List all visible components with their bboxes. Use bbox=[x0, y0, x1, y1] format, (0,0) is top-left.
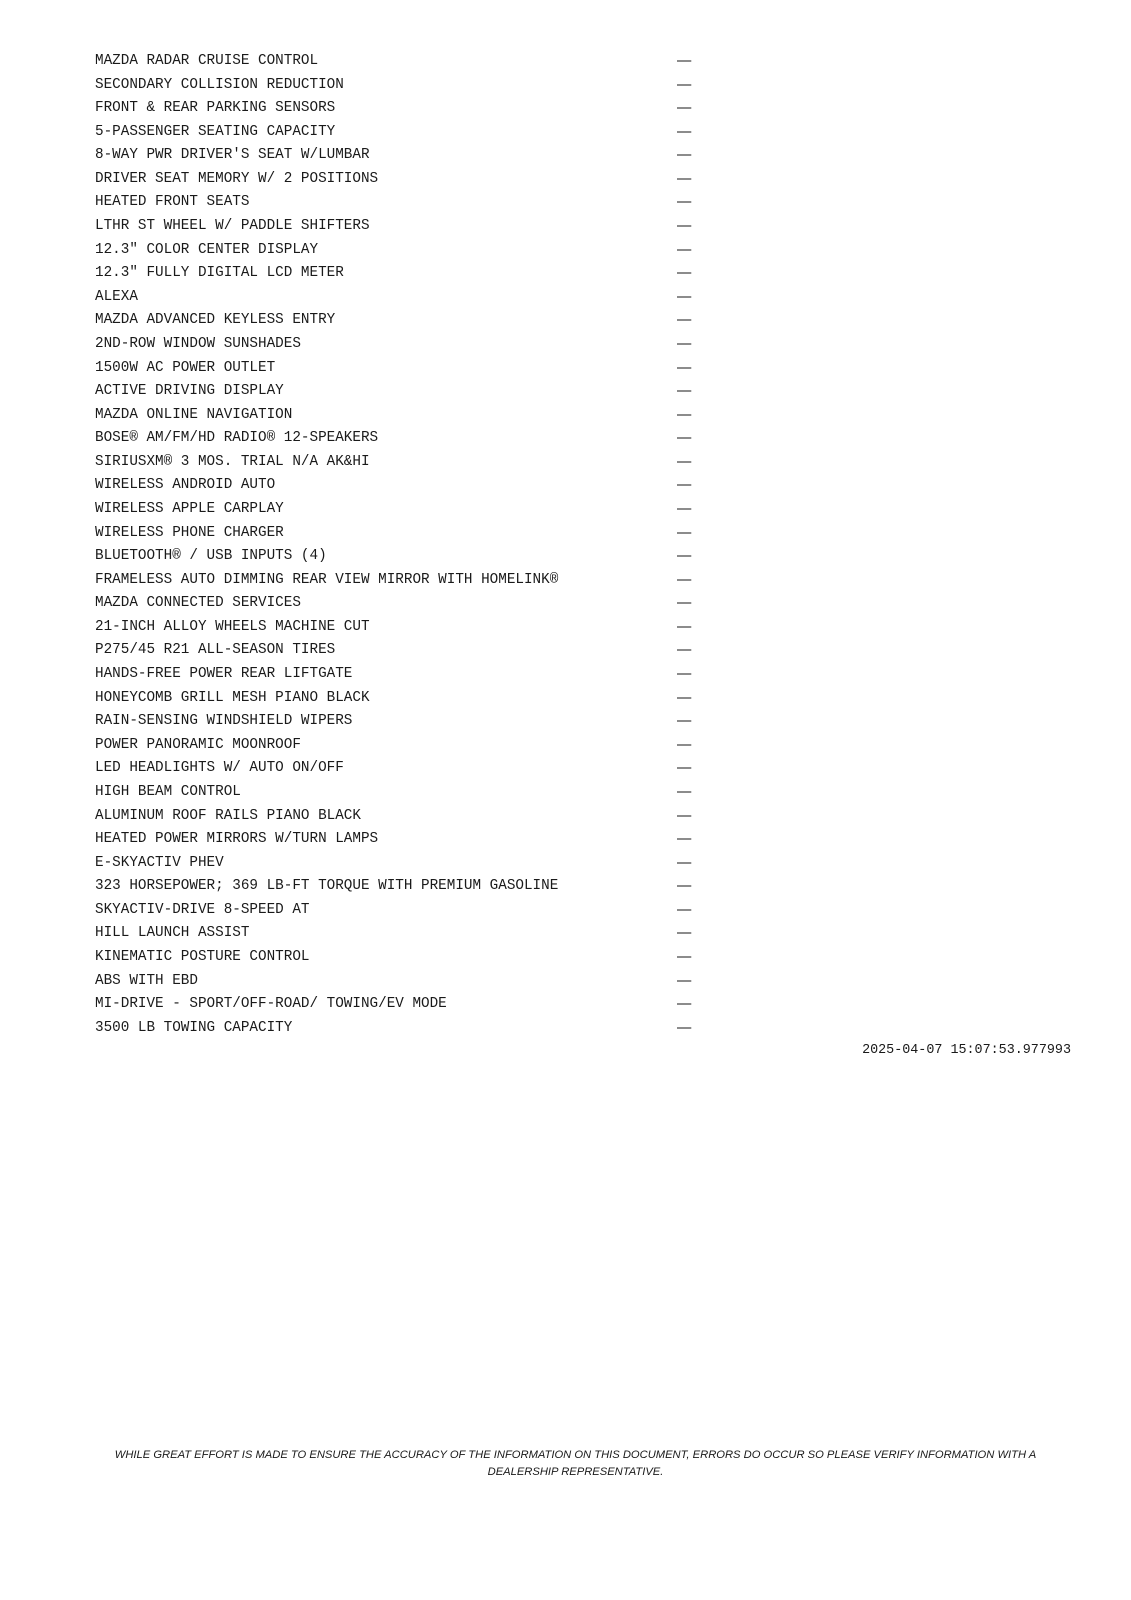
feature-row bbox=[95, 97, 695, 121]
feature-row bbox=[95, 427, 695, 451]
feature-name: WIRELESS APPLE CARPLAY bbox=[95, 500, 284, 517]
feature-value: — bbox=[677, 430, 692, 447]
feature-value: — bbox=[677, 948, 692, 965]
feature-name: 3500 LB TOWING CAPACITY bbox=[95, 1019, 293, 1036]
feature-value: — bbox=[677, 170, 692, 187]
feature-row bbox=[95, 286, 695, 310]
feature-name: POWER PANORAMIC MOONROOF bbox=[95, 736, 301, 753]
feature-row bbox=[95, 852, 695, 876]
feature-name: 323 HORSEPOWER; 369 LB-FT TORQUE WITH PREMIUM GASOLINE bbox=[95, 878, 559, 895]
feature-value: — bbox=[677, 878, 692, 895]
feature-value: — bbox=[677, 76, 692, 93]
feature-value: — bbox=[677, 996, 692, 1013]
feature-row bbox=[95, 309, 695, 333]
feature-value: — bbox=[677, 335, 692, 352]
feature-name: ABS WITH EBD bbox=[95, 972, 198, 989]
feature-row bbox=[95, 121, 695, 145]
feature-name: 2ND-ROW WINDOW SUNSHADES bbox=[95, 335, 301, 352]
feature-name: MAZDA RADAR CRUISE CONTROL bbox=[95, 53, 319, 69]
feature-value: — bbox=[677, 1019, 692, 1036]
feature-row bbox=[95, 569, 695, 593]
feature-value: — bbox=[677, 500, 692, 517]
feature-value: — bbox=[677, 571, 692, 588]
feature-name: 8-WAY PWR DRIVER'S SEAT W/LUMBAR bbox=[95, 147, 370, 164]
feature-value: — bbox=[677, 713, 692, 730]
feature-name: BOSE® AM/FM/HD RADIO® 12-SPEAKERS bbox=[95, 430, 379, 447]
feature-row bbox=[95, 710, 695, 734]
feature-row bbox=[95, 74, 695, 98]
feature-row bbox=[95, 262, 695, 286]
feature-row bbox=[95, 734, 695, 758]
feature-value: — bbox=[677, 288, 692, 305]
feature-name: E-SKYACTIV PHEV bbox=[95, 854, 224, 871]
feature-name: HIGH BEAM CONTROL bbox=[95, 783, 241, 800]
feature-value: — bbox=[677, 618, 692, 635]
feature-name: 1500W AC POWER OUTLET bbox=[95, 359, 276, 376]
feature-row bbox=[95, 970, 695, 994]
feature-row bbox=[95, 50, 695, 74]
feature-name: ALUMINUM ROOF RAILS PIANO BLACK bbox=[95, 807, 361, 824]
feature-name: KINEMATIC POSTURE CONTROL bbox=[95, 948, 310, 965]
feature-name: 5-PASSENGER SEATING CAPACITY bbox=[95, 123, 336, 140]
feature-row bbox=[95, 380, 695, 404]
feature-name: SECONDARY COLLISION REDUCTION bbox=[95, 76, 344, 93]
feature-value: — bbox=[677, 312, 692, 329]
feature-row bbox=[95, 687, 695, 711]
feature-value: — bbox=[677, 736, 692, 753]
feature-value: — bbox=[677, 359, 692, 376]
feature-value: — bbox=[677, 406, 692, 423]
feature-name: SIRIUSXM® 3 MOS. TRIAL N/A AK&HI bbox=[95, 453, 370, 470]
feature-name: FRAMELESS AUTO DIMMING REAR VIEW MIRROR WITH HOMELINK® bbox=[95, 571, 559, 588]
feature-row bbox=[95, 215, 695, 239]
feature-value: — bbox=[677, 760, 692, 777]
timestamp: 2025-04-07 15:07:53.977993 bbox=[862, 1043, 1071, 1058]
feature-name: HEATED FRONT SEATS bbox=[95, 194, 250, 211]
feature-value: — bbox=[677, 147, 692, 164]
feature-row bbox=[95, 404, 695, 428]
feature-row bbox=[95, 451, 695, 475]
feature-row bbox=[95, 757, 695, 781]
feature-name: 21-INCH ALLOY WHEELS MACHINE CUT bbox=[95, 618, 370, 635]
feature-value: — bbox=[677, 524, 692, 541]
feature-value: — bbox=[677, 265, 692, 282]
feature-value: — bbox=[677, 783, 692, 800]
feature-value: — bbox=[677, 854, 692, 871]
feature-name: MAZDA CONNECTED SERVICES bbox=[95, 595, 301, 612]
feature-name: SKYACTIV-DRIVE 8-SPEED AT bbox=[95, 901, 310, 918]
feature-row bbox=[95, 333, 695, 357]
feature-value: — bbox=[677, 807, 692, 824]
disclaimer: WHILE GREAT EFFORT IS MADE TO ENSURE THE ACCURACY OF THE INFORMATION ON THIS DOCUMENT, ERRORS DO OCCUR SO PLEASE VERIFY INFORMATION WITH A DEALERSHIP REPRESENTATIVE. bbox=[114, 1449, 1037, 1478]
feature-value: — bbox=[677, 241, 692, 258]
feature-name: LED HEADLIGHTS W/ AUTO ON/OFF bbox=[95, 760, 344, 777]
feature-value: — bbox=[677, 548, 692, 565]
feature-name: DRIVER SEAT MEMORY W/ 2 POSITIONS bbox=[95, 170, 379, 187]
feature-row bbox=[95, 639, 695, 663]
feature-value: — bbox=[677, 689, 692, 706]
feature-row bbox=[95, 545, 695, 569]
feature-name: WIRELESS PHONE CHARGER bbox=[95, 524, 284, 541]
feature-row bbox=[95, 875, 695, 899]
feature-row bbox=[95, 946, 695, 970]
feature-name: HONEYCOMB GRILL MESH PIANO BLACK bbox=[95, 689, 370, 706]
feature-value: — bbox=[677, 100, 692, 117]
feature-name: ALEXA bbox=[95, 288, 138, 305]
feature-value: — bbox=[677, 642, 692, 659]
feature-value: — bbox=[677, 453, 692, 470]
feature-row bbox=[95, 498, 695, 522]
feature-row bbox=[95, 239, 695, 263]
feature-value: — bbox=[677, 831, 692, 848]
feature-value: — bbox=[677, 477, 692, 494]
feature-row bbox=[95, 616, 695, 640]
feature-name: FRONT & REAR PARKING SENSORS bbox=[95, 100, 336, 117]
feature-value: — bbox=[677, 123, 692, 140]
feature-row bbox=[95, 805, 695, 829]
feature-value: — bbox=[677, 901, 692, 918]
feature-row bbox=[95, 592, 695, 616]
feature-name: LTHR ST WHEEL W/ PADDLE SHIFTERS bbox=[95, 218, 370, 235]
feature-name: RAIN-SENSING WINDSHIELD WIPERS bbox=[95, 713, 353, 730]
feature-name: 12.3" FULLY DIGITAL LCD METER bbox=[95, 265, 344, 282]
feature-list bbox=[95, 50, 695, 1040]
feature-row bbox=[95, 828, 695, 852]
feature-value: — bbox=[677, 925, 692, 942]
feature-value: — bbox=[677, 666, 692, 683]
feature-name: HANDS-FREE POWER REAR LIFTGATE bbox=[95, 666, 353, 683]
feature-row bbox=[95, 522, 695, 546]
feature-row bbox=[95, 144, 695, 168]
feature-row bbox=[95, 781, 695, 805]
feature-row bbox=[95, 191, 695, 215]
feature-row bbox=[95, 168, 695, 192]
feature-value: — bbox=[677, 194, 692, 211]
feature-name: WIRELESS ANDROID AUTO bbox=[95, 477, 276, 494]
feature-value: — bbox=[677, 53, 692, 69]
feature-row bbox=[95, 922, 695, 946]
feature-name: ACTIVE DRIVING DISPLAY bbox=[95, 383, 284, 400]
feature-row bbox=[95, 357, 695, 381]
feature-value: — bbox=[677, 972, 692, 989]
feature-value: — bbox=[677, 383, 692, 400]
feature-row bbox=[95, 993, 695, 1017]
feature-name: MI-DRIVE - SPORT/OFF-ROAD/ TOWING/EV MODE bbox=[95, 996, 447, 1013]
feature-name: 12.3" COLOR CENTER DISPLAY bbox=[95, 241, 319, 258]
feature-name: MAZDA ONLINE NAVIGATION bbox=[95, 406, 293, 423]
feature-name: HEATED POWER MIRRORS W/TURN LAMPS bbox=[95, 831, 379, 848]
feature-value: — bbox=[677, 595, 692, 612]
feature-value: — bbox=[677, 218, 692, 235]
feature-name: P275/45 R21 ALL-SEASON TIRES bbox=[95, 642, 336, 659]
feature-row bbox=[95, 663, 695, 687]
feature-name: BLUETOOTH® / USB INPUTS (4) bbox=[95, 548, 327, 565]
feature-name: MAZDA ADVANCED KEYLESS ENTRY bbox=[95, 312, 336, 329]
feature-name: HILL LAUNCH ASSIST bbox=[95, 925, 250, 942]
feature-row bbox=[95, 1017, 695, 1041]
feature-row bbox=[95, 474, 695, 498]
feature-row bbox=[95, 899, 695, 923]
